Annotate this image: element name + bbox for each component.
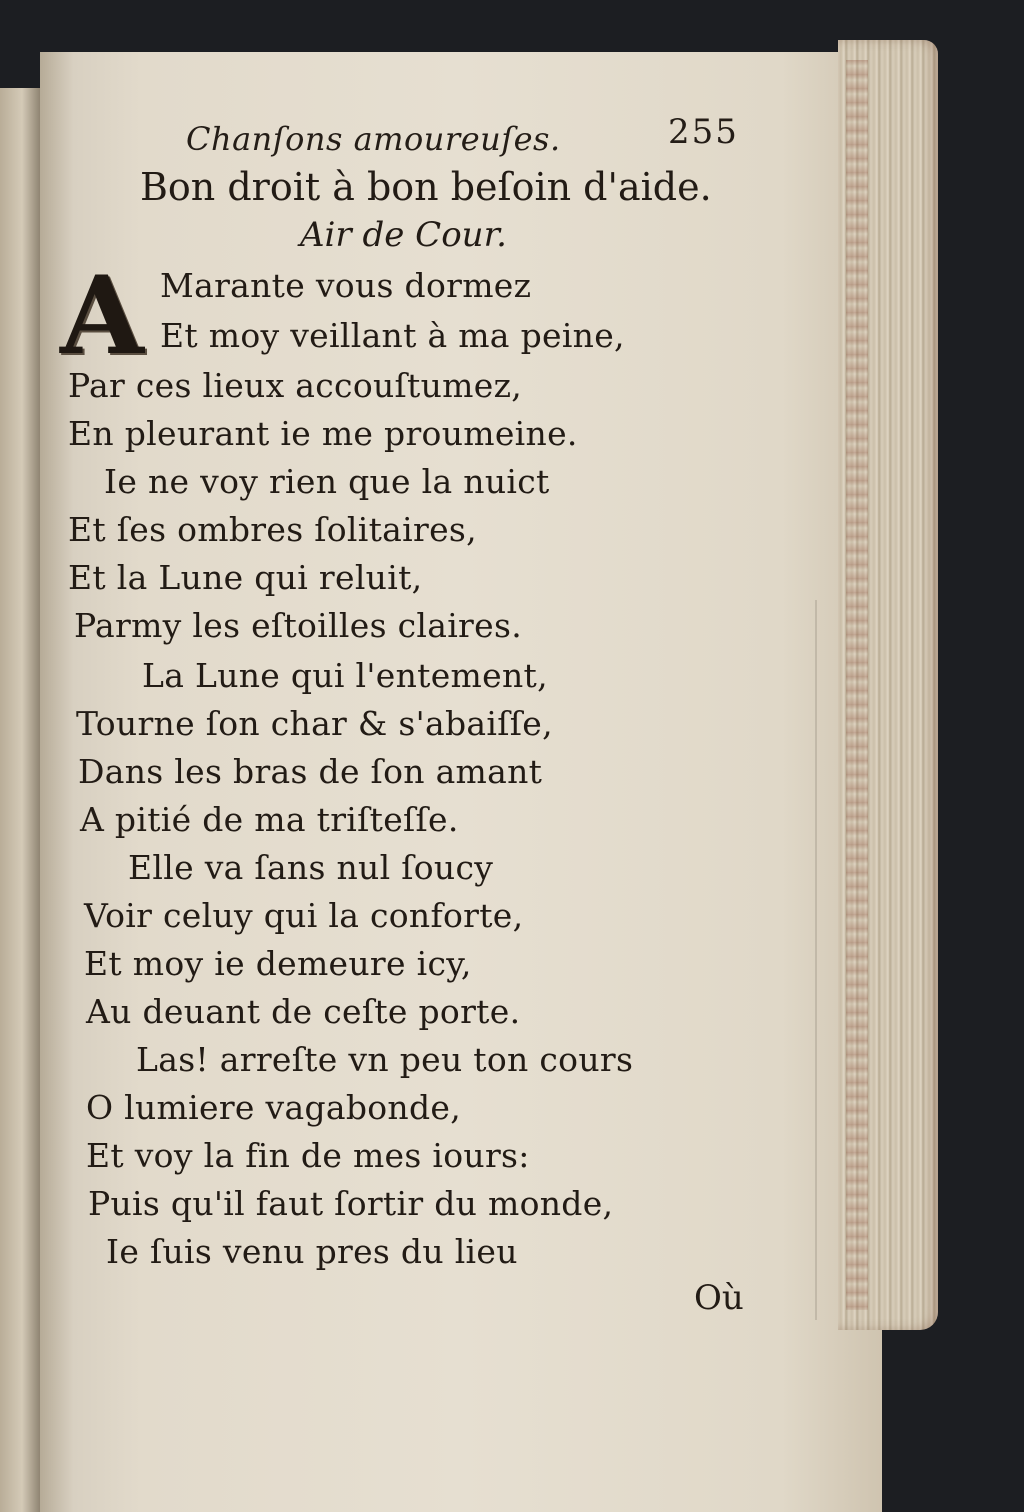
verse-line: Dans les bras de ſon amant [78, 752, 543, 791]
verse-line: Par ces lieux accouſtumez, [68, 366, 523, 405]
verse-line: Ie ſuis venu pres du lieu [106, 1232, 518, 1271]
verse-line: Elle va ſans nul ſoucy [128, 848, 494, 887]
verse-line: Las! arreſte vn peu ton cours [136, 1040, 634, 1079]
verse-line: Ie ne voy rien que la nuict [104, 462, 550, 501]
verse-line: Voir celuy qui la conforte, [84, 896, 524, 935]
verse-line: A pitié de ma triſteſſe. [80, 800, 459, 839]
drop-cap: A [60, 253, 144, 379]
verse-line: O lumiere vagabonde, [86, 1088, 462, 1127]
verse-line: Et ſes ombres ſolitaires, [68, 510, 477, 549]
verse-line: Et moy veillant à ma peine, [160, 316, 625, 355]
page-fore-edge [838, 40, 938, 1330]
foxing-stain [846, 60, 868, 1310]
verse-line: La Lune qui l'entement, [142, 656, 548, 695]
verse-line: Puis qu'il faut ſortir du monde, [88, 1184, 614, 1223]
verse-line: Au deuant de ceſte porte. [86, 992, 521, 1031]
verse-line: Et moy ie demeure icy, [84, 944, 472, 983]
page-crease [815, 600, 817, 1320]
verse-line: Parmy les eſtoilles claires. [74, 606, 522, 645]
verse-line: Tourne ſon char & s'abaiſſe, [76, 704, 553, 743]
song-title: Bon droit à bon beſoin d'aide. [140, 165, 712, 209]
verse-line: Et la Lune qui reluit, [68, 558, 423, 597]
running-head: Chanſons amoureuſes. [186, 120, 561, 158]
verse-line: Et voy la fin de mes iours: [86, 1136, 530, 1175]
left-page-edge [0, 88, 40, 1512]
catchword: Où [694, 1278, 744, 1318]
page-number: 255 [668, 112, 739, 152]
verse-line: Marante vous dormez [160, 266, 532, 305]
verse-line: En pleurant ie me proumeine. [68, 414, 578, 453]
song-subtitle: Air de Cour. [300, 215, 507, 255]
